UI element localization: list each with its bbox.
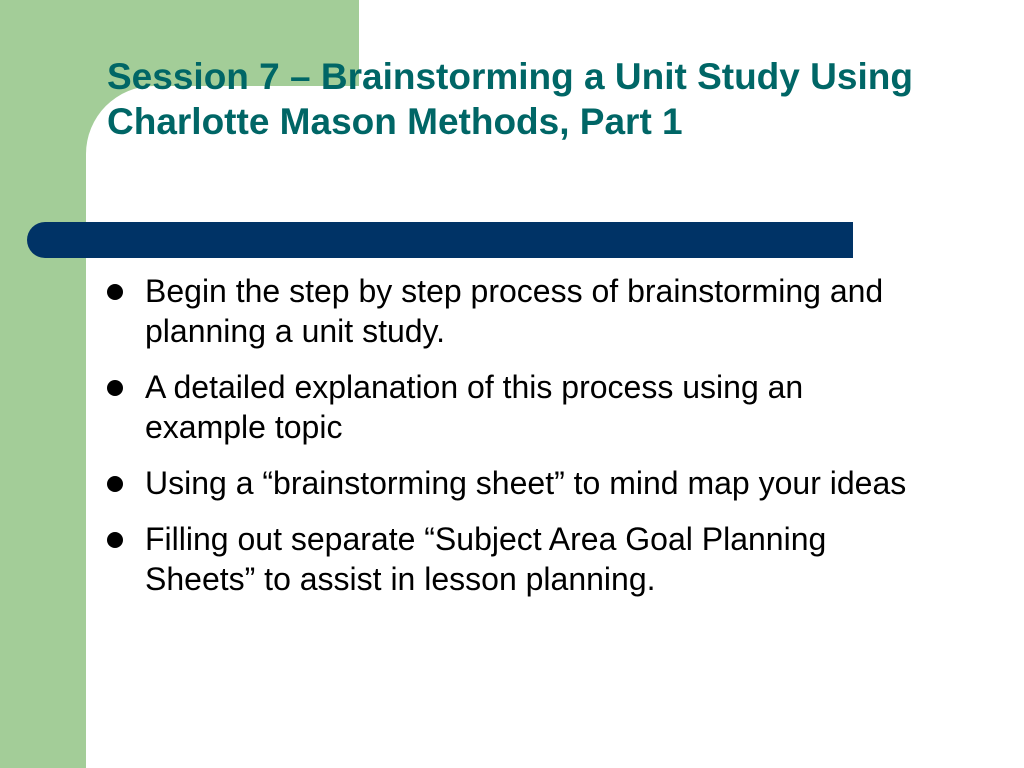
bullet-item <box>105 463 925 503</box>
slide-title: Session 7 – Brainstorming a Unit Study Using Charlotte Mason Methods, Part 1 <box>107 56 913 142</box>
bullet-dot-icon <box>107 284 123 300</box>
bullet-text: A detailed explanation of this process using an example topic <box>145 369 804 445</box>
bullet-item <box>105 519 925 599</box>
bullet-dot-icon <box>107 476 123 492</box>
title-divider-bar <box>27 222 853 258</box>
bullet-text: Using a “brainstorming sheet” to mind map your ideas <box>145 465 907 501</box>
bullet-text: Begin the step by step process of brainstorming and planning a unit study. <box>145 273 884 349</box>
bullet-item <box>105 271 925 351</box>
bullet-item <box>105 367 925 447</box>
bullet-text: Filling out separate “Subject Area Goal Planning Sheets” to assist in lesson planning. <box>145 521 827 597</box>
bullet-dot-icon <box>107 532 123 548</box>
bullet-dot-icon <box>107 380 123 396</box>
bullet-list <box>105 271 925 615</box>
